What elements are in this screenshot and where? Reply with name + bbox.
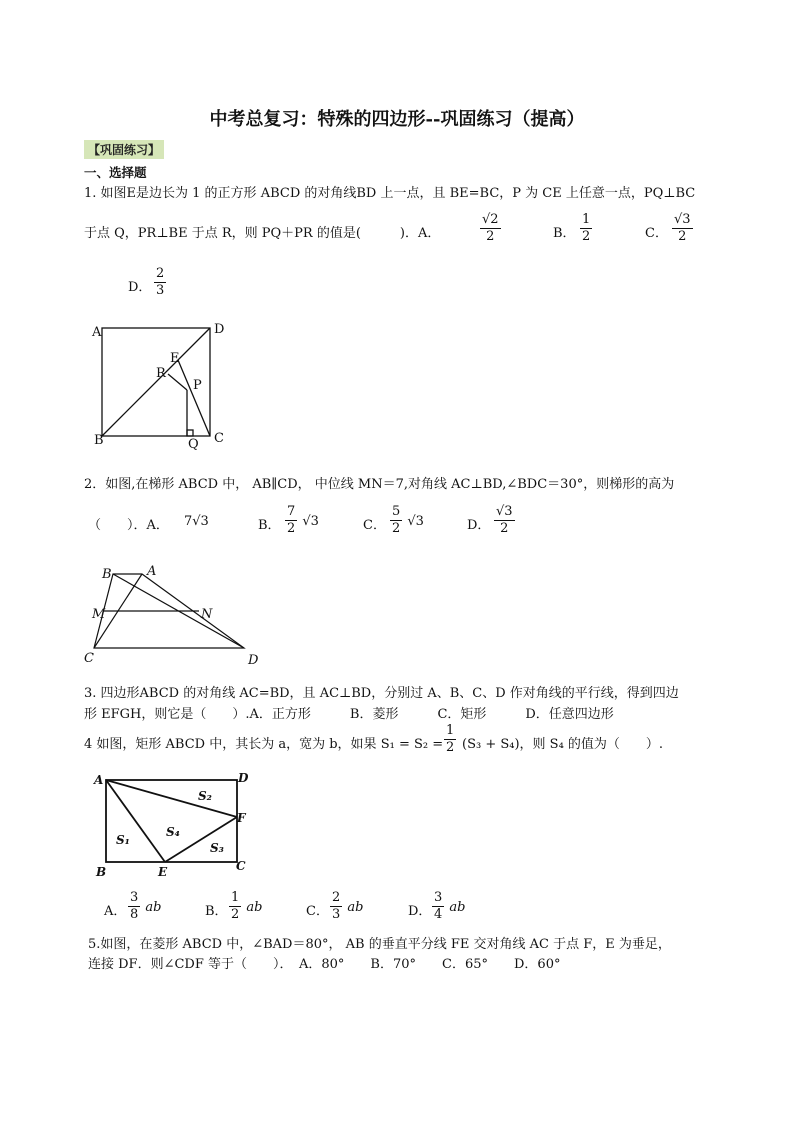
q4-label-D: D <box>238 771 249 785</box>
q2-label-C: C <box>84 651 94 666</box>
q2-opt-d-den: 2 <box>500 521 509 536</box>
q1-opt-c-den: 2 <box>678 229 687 244</box>
q4-opt-a-ab: ab <box>145 900 162 915</box>
q4-opt-c-ab: ab <box>347 900 364 915</box>
q4-opt-d-ab: ab <box>449 900 466 915</box>
q1-line2: 于点 Q，PR⊥BE 于点 R，则 PQ＋PR 的值是( )．A． <box>84 226 441 241</box>
q4-label-a: A． <box>104 904 127 919</box>
q1-label-D: D <box>214 322 225 337</box>
q2-option-d <box>494 504 515 537</box>
q4-opt-d-den: 4 <box>434 907 443 922</box>
q4-option-a <box>128 890 161 923</box>
q2-option-b <box>285 504 319 537</box>
q4-label-b: B． <box>205 904 228 919</box>
q1-label-C: C <box>214 431 224 446</box>
q1-opt-b-den: 2 <box>582 229 591 244</box>
q1-label-B: B <box>94 433 104 448</box>
q2-opt-b-num: 7 <box>287 504 296 519</box>
q5-line1: 5.如图，在菱形 ABCD 中，∠BAD＝80°， AB 的垂直平分线 FE 交对角线 AC 于点 F，E 为垂足， <box>88 937 671 952</box>
q4-option-c <box>330 890 363 923</box>
q2-label-d: D． <box>467 518 491 533</box>
q1-option-c <box>672 212 693 245</box>
q1-label-b: B． <box>553 226 576 241</box>
q4-label-c: C． <box>306 904 329 919</box>
q2-opt-c-root: √3 <box>407 514 424 529</box>
section-tag: 【巩固练习】 <box>84 140 164 159</box>
q2-option-c <box>390 504 424 537</box>
page-title: 中考总复习：特殊的四边形--巩固练习（提高） <box>209 109 585 130</box>
q4-opt-c-den: 3 <box>332 907 341 922</box>
q2-label-A: A <box>147 564 157 579</box>
q2-option-a: 7√3 <box>184 514 209 529</box>
q1-label-A: A <box>92 325 102 340</box>
q4-segment-af <box>106 780 237 817</box>
q1-opt-c-num: √3 <box>674 212 691 227</box>
q1-label-E: E <box>170 351 180 366</box>
q3-line1: 3. 四边形ABCD 的对角线 AC=BD，且 AC⊥BD，分别过 A、B、C、D 作对角线的平行线，得到四边 <box>84 686 679 701</box>
q2-prefix: （ ）．A． <box>88 518 169 533</box>
q1-opt-d-num: 2 <box>156 266 165 281</box>
q4-label-S3: S₃ <box>210 841 224 855</box>
q4-opt-d-num: 3 <box>434 890 443 905</box>
q4-label-S1: S₁ <box>116 833 130 847</box>
q4-label-E: E <box>158 865 168 879</box>
q2-opt-b-root: √3 <box>302 514 319 529</box>
q4-label-S2: S₂ <box>198 789 212 803</box>
q2-figure-trapezoid <box>80 560 270 670</box>
q1-option-b <box>580 212 592 245</box>
q1-opt-b-num: 1 <box>582 212 591 227</box>
q4-line1-fraction <box>444 723 456 756</box>
q1-option-d <box>154 266 166 299</box>
q1-segment-ce <box>178 360 210 436</box>
q2-label-B: B <box>102 567 112 582</box>
q4-label-F: F <box>237 811 246 825</box>
q1-label-c: C． <box>645 226 668 241</box>
q1-label-R: R <box>156 366 166 381</box>
q1-opt-a-num: √2 <box>482 212 499 227</box>
q2-opt-d-num: √3 <box>496 504 513 519</box>
q4-frac-num: 1 <box>446 723 455 738</box>
q2-line1: 2．如图,在梯形 ABCD 中， AB∥CD， 中位线 MN＝7,对角线 AC⊥BD,∠BDC＝30°，则梯形的高为 <box>84 477 675 492</box>
q1-figure-square <box>90 318 240 453</box>
q4-opt-b-num: 1 <box>231 890 240 905</box>
q2-opt-c-num: 5 <box>392 504 401 519</box>
q1-opt-d-den: 3 <box>156 283 165 298</box>
q1-label-P: P <box>193 378 202 393</box>
q2-opt-c-den: 2 <box>392 521 401 536</box>
q3-line2: 形 EFGH，则它是（ ）.A．正方形 B．菱形 C．矩形 D．任意四边形 <box>84 707 614 722</box>
q4-frac-den: 2 <box>446 740 455 755</box>
q4-option-d <box>432 890 465 923</box>
q1-option-a <box>480 212 501 245</box>
q4-line1-pre: 4 如图，矩形 ABCD 中，其长为 a，宽为 b，如果 S₁ = S₂ = <box>84 737 444 752</box>
q1-label-d: D． <box>128 280 152 295</box>
q2-label-D: D <box>248 653 259 668</box>
q4-label-S4: S₄ <box>166 825 180 839</box>
q4-segment-ef <box>165 817 237 862</box>
q1-line1: 1. 如图E是边长为 1 的正方形 ABCD 的对角线BD 上一点，且 BE=BC，P 为 CE 上任意一点，PQ⊥BC <box>84 186 696 201</box>
section-heading: 一、选择题 <box>84 165 147 180</box>
q4-label-B: B <box>96 865 107 879</box>
q4-label-C: C <box>236 859 246 873</box>
q4-opt-b-den: 2 <box>231 907 240 922</box>
q4-label-d: D． <box>408 904 432 919</box>
q2-label-N: N <box>201 607 213 622</box>
q1-opt-a-den: 2 <box>486 229 495 244</box>
q1-right-angle-mark <box>187 430 193 436</box>
q4-line1-post: (S₃ + S₄)，则 S₄ 的值为（ ）. <box>462 737 664 752</box>
q2-opt-b-den: 2 <box>287 521 296 536</box>
q4-figure-rectangle <box>90 768 260 880</box>
q4-opt-c-num: 2 <box>332 890 341 905</box>
q1-label-Q: Q <box>188 437 199 452</box>
q4-label-A: A <box>94 773 104 787</box>
q4-option-b <box>229 890 262 923</box>
q1-segment-rp <box>168 374 187 390</box>
q4-segment-ae <box>106 780 165 862</box>
q4-opt-a-den: 8 <box>130 907 139 922</box>
q5-line2: 连接 DF．则∠CDF 等于（ ）． A．80° B．70° C．65° D．60° <box>88 957 561 972</box>
q4-opt-b-ab: ab <box>246 900 263 915</box>
q2-label-b: B． <box>258 518 281 533</box>
q2-label-M: M <box>92 607 106 622</box>
q2-label-c: C． <box>363 518 386 533</box>
q4-opt-a-num: 3 <box>130 890 139 905</box>
